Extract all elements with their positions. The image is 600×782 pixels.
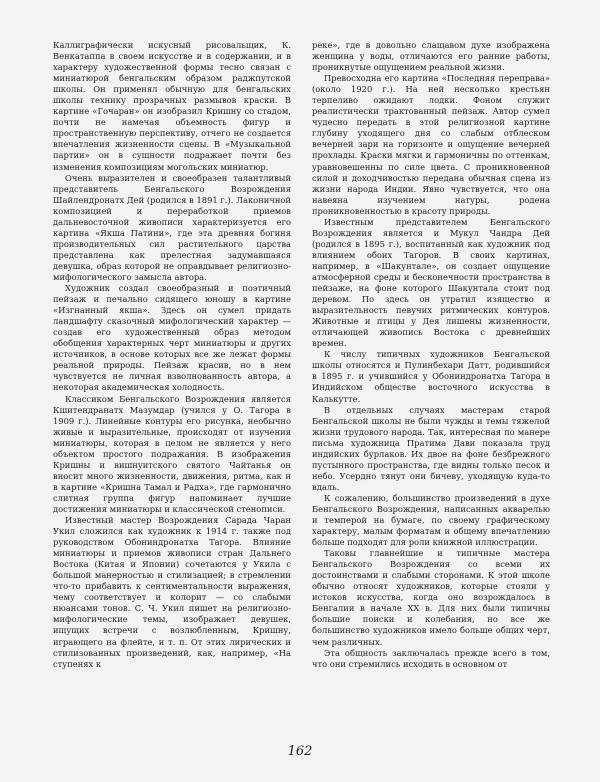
paragraph: Каллиграфически искусный рисовальщик, К. Венкатаппа в своем искусстве и в содержании, и в характеру художественной формы тесно связан с миниатюрой бенгальским образом раджпутской школы. Он применял обычную для бенгальских школы технику прозрачных размывов краски. В картине «Гочаран» он изобразил Кришну со стадом, почти не намечая объемность фигур и пространственную перспективу, отчего не создается впечатления жизненности сцены. В «Музыкальной партии» он в сущности подражает почти без изменения композициям могольских миниатюр. bbox=[53, 40, 291, 172]
paragraph: Превосходна его картина «Последняя переправа» (около 1920 г.). На ней несколько крестьян терпеливо ожидают лодки. Фоном служит реалистически трактованный пейзаж. Автор сумел чудесно передать в этой религиозной картине глубину уходящего дня со слабым отблеском вечерней зари на горизонте и ощущение вечерней прохлады. Краски мягки и гармоничны по оттенкам, уравновешенны по силе цвета. С проникновенной силой и доходчивостью передана обычная сцена из жизни народа Индии. Явно чувствуется, что она навеяна изучением натуры, родена проникновенностью в красоту природы. bbox=[312, 73, 550, 216]
paragraph: Классиком Бенгальского Возрождения является Кшитендранатх Мазумдар (учился у О. Тагора в 1909 г.). Линейные контуры его рисунка, необычно живые и выразительные, происходят от изучения миниатюры, которая в целом не является у него объектом простого подражания. В изображения Кришны и вишнуитского святого Чайтанья он вносит много жизненности, движения, ритма, как и в картине «Кришна Тамал и Радха», где гармонично слитная группа фигур напоминает лучшие достижения миниатюры и классической стенописи. bbox=[53, 393, 291, 514]
paragraph: К сожалению, большинство произведений в духе Бенгальского Возрождения, написанных акварелью и темперой на бумаге, по своему графическому характеру, малым форматам и общему впечатлению больше подходят для роли книжной иллюстрации. bbox=[312, 492, 550, 548]
paragraph: Художник создал своеобразный и поэтичный пейзаж и печально сидящего юношу в картине «Изгнанный якша». Здесь он сумел придать ландшафту сказочный мифологический характер — создав его художественный образ методом обобщения характерных черт миниатюры и других источников, в основе которых все же лежат формы реальной природы. Пейзаж красив, но в нем чувствуется не личная взволнованность автора, а некоторая академическая холодность. bbox=[53, 283, 291, 393]
paragraph: Очень выразителен и своеобразен талантливый представитель Бенгальского Возрождения Шайлендронатх Дей (родился в 1891 г.). Лаконичной композицией и переработкой приемов дальневосточной живописи характеризуется его картина «Якша Патини», где эта древняя богиня производительных сил растительного царства представлена как прелестная задумавшаяся девушка, образ которой не оправдывает религиозно-мифологического замысла автора. bbox=[53, 172, 291, 282]
paragraph: реке», где в довольно слащавом духе изображена женщина у воды, отличаются его ранние работы, проникнутые ощущением реальной жизни. bbox=[312, 40, 550, 73]
left-text-column bbox=[53, 40, 291, 670]
paragraph: Известный мастер Возрождения Сарада Чаран Укил сложился как художник к 1914 г. также под руководством Обониндронатха Тагора. Влияние миниатюры и приемов живописи стран Дальнего Востока (Китая и Японии) сочетаются у Укила с большой манерностью и стилизацией; в стремлении что-то прибавить к сентиментальности выражения, чему соответствует и колорит — со слабыми нюансами тонов. С. Ч. Укил пишет на религиозно-мифологические темы, изображает девушек, ищущих встречи с возлюбленным, Кришну, играющего на флейте, и т. п. От этих лирических и стилизованных произведений, как, например, «На ступенях к bbox=[53, 515, 291, 669]
right-text-column bbox=[312, 40, 550, 670]
page-number: 162 bbox=[287, 744, 313, 759]
paragraph: Таковы главнейшие и типичные мастера Бенгальского Возрождения со всеми их достоинствами и слабыми сторонами. К этой школе обычно относят художников, которые стояли у истоков искусства, когда оно возрождалось в Бенгалии в начале XX в. Для них были типичны большие поиски и колебания, но все же большинство художников имело больше общих черт, чем различных. bbox=[312, 548, 550, 647]
paragraph: В отдельных случаях мастерам старой Бенгальской школы не были чужды и темы тяжелой жизни трудового народа. Так, интересная по манере письма художница Пратима Дави показала труд индийских бурлаков. Их двое на фоне безбрежного пустынного пространства, где видны только песок и небо. Усердно тянут они бичеву, уходящую куда-то вдаль. bbox=[312, 404, 550, 492]
paragraph: К числу типичных художников Бенгальской школы относятся и Пулинбехари Датт, родившийся в 1895 г. и учившийся у Обониндронатха Тагора в Индийском обществе восточного искусства в Калькутте. bbox=[312, 349, 550, 404]
paragraph: Известным представителем Бенгальского Возрождения является и Мукул Чандра Дей (родился в 1895 г.), воспитанный как художник под влиянием обоих Тагоров. В своих картинах, например, в «Шакунтале», он создает ощущение атмосферной среды и бесконечности пространства в пейзаже, на фоне которого Шакунтала стоит под деревом. По здесь он утратил изящество и выразительность певучих ритмических контуров. Животные и птицы у Дея лишены жизненности, отличающей живопись Востока с древнейших времен. bbox=[312, 216, 550, 349]
paragraph: Эта общность заключалась прежде всего в том, что они стремились исходить в основном от bbox=[312, 647, 550, 669]
